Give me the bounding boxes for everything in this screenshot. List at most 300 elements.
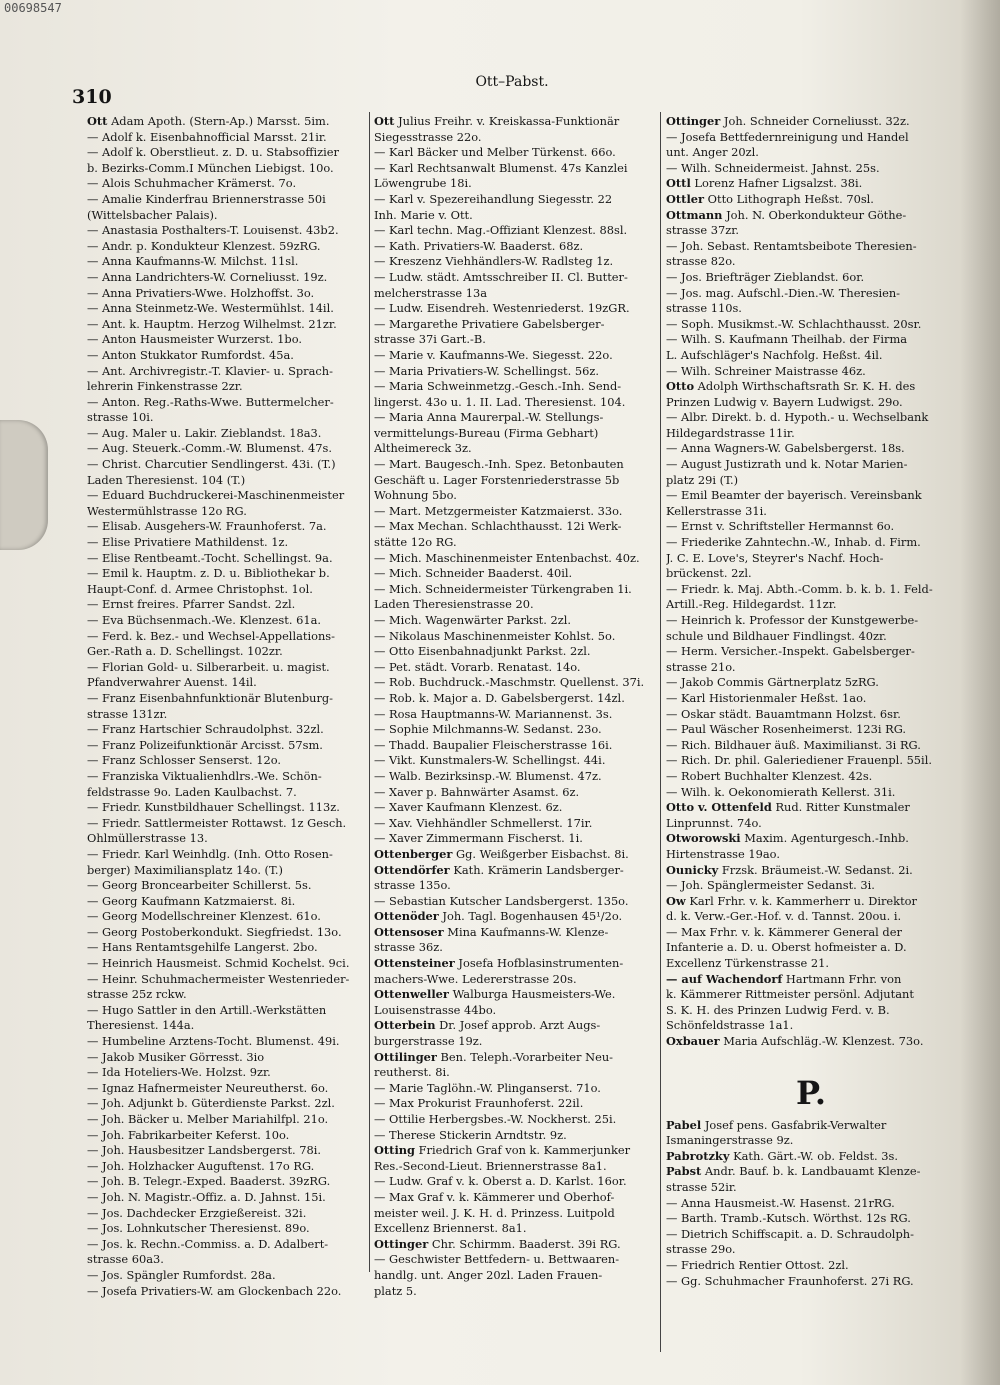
entry-surname: — — [374, 301, 386, 316]
directory-entry — [666, 239, 956, 255]
directory-entry — [87, 675, 365, 691]
entry-text: Adam Apoth. (Stern-Ap.) Marsst. 5im. — [111, 114, 330, 128]
directory-entry — [87, 223, 365, 239]
entry-surname: Ottenberger — [374, 846, 453, 861]
directory-entry — [374, 597, 657, 613]
entry-text: Mart. Metzgermeister Katzmaierst. 33o. — [389, 503, 623, 518]
entry-text: Joh. Adjunkt b. Güterdienste Parkst. 2zl. — [102, 1096, 335, 1111]
directory-entry — [666, 940, 956, 956]
entry-text: (Wittelsbacher Palais). — [87, 207, 218, 222]
directory-entry — [87, 831, 365, 847]
entry-text: Jakob Commis Gärtnerplatz 5zRG. — [681, 675, 879, 690]
directory-entry — [374, 1159, 657, 1175]
entry-text: Christ. Charcutier Sendlingerst. 43i. (T.) — [102, 457, 336, 472]
directory-entry — [374, 176, 657, 192]
entry-text: Friedr. Karl Weinhdlg. (Inh. Otto Rosen- — [102, 846, 333, 861]
directory-entry — [666, 1211, 956, 1227]
entry-text: Ohlmüllerstrasse 13. — [87, 831, 208, 846]
entry-surname: — — [87, 1189, 99, 1204]
entry-text: Rosa Hauptmanns-W. Mariannenst. 3s. — [389, 706, 613, 721]
entry-surname: — — [87, 316, 99, 331]
entry-text: Jos. Spängler Rumfordst. 28a. — [102, 1267, 276, 1282]
directory-entry — [87, 691, 365, 707]
entry-text: Georg Modellschreiner Klenzest. 61o. — [102, 909, 321, 924]
directory-entry — [666, 504, 956, 520]
entry-text: Friedrich Rentier Ottost. 2zl. — [681, 1257, 849, 1272]
entry-text: Josefa Bettfedernreinigung und Handel — [681, 129, 909, 144]
entry-text: Theresienst. 144a. — [87, 1018, 195, 1033]
entry-text: Karl Rechtsanwalt Blumenst. 47s Kanzlei — [389, 160, 628, 175]
entry-text: Marie Taglöhn.-W. Plinganserst. 71o. — [389, 1080, 601, 1095]
entry-surname: — — [374, 363, 386, 378]
entry-surname: — — [374, 722, 386, 737]
entry-surname: — — [666, 238, 678, 253]
entry-text: Joh. Spänglermeister Sedanst. 3i. — [681, 878, 875, 893]
directory-entry — [87, 1065, 365, 1081]
entry-text: Kath. Krämerin Landsberger- — [453, 862, 624, 877]
entry-text: melcherstrasse 13a — [374, 285, 488, 300]
entry-surname: — — [87, 940, 99, 955]
entry-surname: — — [87, 737, 99, 752]
entry-surname: — — [374, 768, 386, 783]
directory-entry — [87, 1174, 365, 1190]
directory-entry — [374, 348, 657, 364]
entry-surname: — — [87, 254, 99, 269]
directory-entry — [666, 286, 956, 302]
entry-surname: — — [87, 301, 99, 316]
directory-entry — [374, 473, 657, 489]
entry-surname: — — [666, 737, 678, 752]
entry-surname: — — [374, 831, 386, 846]
entry-text: Kath. Gärt.-W. ob. Feldst. 3s. — [733, 1148, 898, 1163]
directory-entry — [374, 785, 657, 801]
directory-entry — [87, 863, 365, 879]
entry-surname: — — [87, 1205, 99, 1220]
directory-entry — [666, 644, 956, 660]
directory-entry — [87, 208, 365, 224]
entry-text: strasse 37i Gart.-B. — [374, 332, 486, 347]
directory-entry — [666, 753, 956, 769]
directory-entry — [374, 1237, 657, 1253]
directory-entry — [666, 348, 956, 364]
entry-text: Inh. Marie v. Ott. — [374, 207, 473, 222]
entry-text: Maria Aufschläg.-W. Klenzest. 73o. — [723, 1034, 924, 1049]
directory-entry — [666, 1274, 956, 1290]
entry-surname: Otto v. Ottenfeld — [666, 800, 772, 815]
entry-text: strasse 21o. — [666, 659, 736, 674]
directory-entry — [374, 1268, 657, 1284]
entry-text: Anna Steinmetz-We. Westermühlst. 14il. — [102, 301, 334, 316]
directory-entry — [374, 582, 657, 598]
entry-surname: — — [374, 191, 386, 206]
directory-entry — [374, 379, 657, 395]
entry-surname: — — [374, 628, 386, 643]
entry-surname: — — [87, 924, 99, 939]
directory-entry — [374, 1190, 657, 1206]
entry-text: Mich. Maschinenmeister Entenbachst. 40z. — [389, 550, 640, 565]
entry-surname: Oxbauer — [666, 1034, 720, 1049]
entry-text: Excellenz Briennerst. 8a1. — [374, 1221, 527, 1236]
archive-stamp: 00698547 — [4, 1, 62, 15]
entry-text: k. Kämmerer Rittmeister persönl. Adjutant — [666, 987, 914, 1002]
directory-entry — [374, 1050, 657, 1066]
entry-surname: — — [87, 129, 99, 144]
entry-surname: — — [87, 722, 99, 737]
entry-text: Ottilie Herbergsbes.-W. Nockherst. 25i. — [389, 1112, 617, 1126]
entry-text: Linprunnst. 74o. — [666, 815, 762, 830]
directory-entry — [666, 909, 956, 925]
directory-entry — [87, 348, 365, 364]
directory-entry — [374, 410, 657, 426]
entry-surname: — — [374, 503, 386, 518]
entry-text: Xav. Viehhändler Schmellerst. 17ir. — [389, 815, 593, 830]
entry-surname: — — [87, 768, 99, 783]
entry-text: Altheimereck 3z. — [374, 441, 472, 456]
directory-entry — [374, 753, 657, 769]
entry-text: Ludw. Eisendreh. Westenriederst. 19zGR. — [389, 301, 630, 316]
directory-entry — [374, 441, 657, 457]
entry-text: Heinrich Hausmeist. Schmid Kochelst. 9ci. — [102, 956, 350, 971]
directory-entry — [374, 1096, 657, 1112]
entry-text: Hugo Sattler in den Artill.-Werkstätten — [102, 1002, 327, 1017]
entry-text: Ismaningerstrasse 9z. — [666, 1133, 794, 1148]
entry-text: Löwengrube 18i. — [374, 176, 472, 191]
directory-entry — [374, 332, 657, 348]
entry-text: burgerstrasse 19z. — [374, 1034, 483, 1049]
entry-surname: — — [374, 379, 386, 394]
directory-entry — [87, 192, 365, 208]
entry-text: Rich. Bildhauer äuß. Maximilianst. 3i RG. — [681, 737, 921, 752]
entry-text: Anna Hausmeist.-W. Hasenst. 21rRG. — [681, 1195, 895, 1210]
directory-entry — [666, 441, 956, 457]
entry-text: Adolf k. Eisenbahnofficial Marsst. 21ir. — [102, 129, 327, 144]
entry-text: Joh. Sebast. Rentamtsbeibote Theresien- — [681, 238, 917, 253]
entry-text: Maria Anna Maurerpal.-W. Stellungs- — [389, 410, 604, 425]
entry-text: Anna Privatiers-Wwe. Holzhoffst. 3o. — [102, 285, 315, 300]
directory-entry — [374, 878, 657, 894]
entry-text: Walburga Hausmeisters-We. — [452, 987, 616, 1002]
entry-text: Lorenz Hafner Ligsalzst. 38i. — [694, 176, 863, 191]
entry-text: Jakob Musiker Görresst. 3io — [102, 1049, 265, 1064]
entry-surname: — — [374, 1080, 386, 1095]
entry-text: Ida Hoteliers-We. Holzst. 9zr. — [102, 1065, 271, 1080]
entry-text: Rud. Ritter Kunstmaler — [775, 800, 910, 815]
entry-text: Paul Wäscher Rosenheimerst. 123i RG. — [681, 722, 907, 737]
entry-surname: Otto — [666, 379, 695, 394]
entry-surname: — — [666, 644, 678, 659]
entry-text: Dietrich Schiffscapit. a. D. Schraudolph- — [681, 1226, 914, 1241]
entry-text: Thadd. Baupalier Fleischerstrasse 16i. — [389, 737, 613, 752]
entry-text: Max Mechan. Schlachthausst. 12i Werk- — [389, 519, 622, 534]
entry-text: Prinzen Ludwig v. Bayern Ludwigst. 29o. — [666, 394, 903, 409]
entry-surname: Ottenöder — [374, 909, 439, 924]
directory-entry — [87, 847, 365, 863]
directory-entry — [87, 1284, 365, 1300]
entry-text: Eva Büchsenmach.-We. Klenzest. 61a. — [102, 613, 321, 627]
directory-entry — [666, 691, 956, 707]
entry-text: Pfandverwahrer Auenst. 14il. — [87, 675, 257, 690]
directory-entry — [374, 457, 657, 473]
entry-text: Excellenz Türkenstrasse 21. — [666, 956, 830, 971]
directory-entry — [666, 1003, 956, 1019]
entry-text: Humbeline Arztens-Tocht. Blumenst. 49i. — [102, 1034, 340, 1049]
directory-entry — [374, 956, 657, 972]
directory-entry — [666, 660, 956, 676]
directory-entry — [374, 847, 657, 863]
directory-entry — [374, 613, 657, 629]
directory-entry — [374, 691, 657, 707]
directory-entry — [374, 675, 657, 691]
directory-entry — [666, 364, 956, 380]
entry-text: Friedr. k. Maj. Abth.-Comm. b. k. b. 1. Feld- — [681, 581, 933, 596]
entry-surname: — — [87, 457, 99, 472]
entry-surname: — — [374, 753, 386, 768]
entry-text: Ben. Teleph.-Vorarbeiter Neu- — [440, 1049, 614, 1064]
entry-text: Wilh. Schreiner Maistrasse 46z. — [681, 363, 866, 378]
entry-surname: — — [374, 1096, 386, 1111]
directory-entry — [374, 863, 657, 879]
directory-entry — [374, 769, 657, 785]
directory-entry — [666, 769, 956, 785]
entry-surname: — — [87, 878, 99, 893]
entry-surname: — — [87, 1236, 99, 1251]
entry-text: Kath. Privatiers-W. Baaderst. 68z. — [389, 238, 584, 253]
entry-surname: — — [666, 1273, 678, 1288]
entry-text: Franz Schlosser Senserst. 12o. — [102, 753, 281, 768]
entry-text: Nikolaus Maschinenmeister Kohlst. 5o. — [389, 628, 616, 643]
section-letter: P. — [796, 1073, 826, 1112]
directory-entry — [666, 535, 956, 551]
entry-text: Kellerstrasse 31i. — [666, 503, 767, 518]
entry-surname: — — [666, 706, 678, 721]
entry-text: Joh. Hausbesitzer Landsbergerst. 78i. — [102, 1143, 322, 1158]
directory-entry — [666, 878, 956, 894]
directory-entry — [87, 769, 365, 785]
entry-surname: — — [374, 347, 386, 362]
entry-text: Xaver Kaufmann Klenzest. 6z. — [389, 800, 563, 815]
entry-text: Karl techn. Mag.-Offiziant Klenzest. 88sl. — [389, 223, 628, 238]
entry-text: Karl Bäcker und Melber Türkenst. 66o. — [389, 145, 616, 160]
entry-text: Herm. Versicher.-Inspekt. Gabelsberger- — [681, 644, 915, 659]
directory-entry — [374, 239, 657, 255]
directory-entry — [666, 1149, 956, 1165]
entry-text: Georg Postoberkondukt. Siegfriedst. 13o. — [102, 924, 342, 939]
directory-entry — [374, 1081, 657, 1097]
entry-surname: — — [374, 893, 386, 908]
directory-entry — [666, 894, 956, 910]
entry-text: lingerst. 43o u. 1. II. Lad. Theresienst. 104. — [374, 394, 626, 409]
entry-text: strasse 60a3. — [87, 1252, 164, 1267]
entry-surname: Ottenweller — [374, 987, 449, 1002]
entry-surname: — — [87, 1174, 99, 1189]
directory-entry — [666, 675, 956, 691]
directory-entry — [666, 551, 956, 567]
entry-text: Margarethe Privatiere Gabelsberger- — [389, 316, 605, 331]
directory-entry — [87, 1096, 365, 1112]
entry-text: strasse 82o. — [666, 254, 736, 269]
directory-entry — [87, 1003, 365, 1019]
directory-entry — [374, 660, 657, 676]
entry-surname: — — [87, 893, 99, 908]
directory-entry — [374, 1252, 657, 1268]
entry-text: Elise Privatiere Mathildenst. 1z. — [102, 535, 289, 550]
directory-entry — [374, 519, 657, 535]
entry-surname: — — [666, 690, 678, 705]
entry-text: Friedr. Kunstbildhauer Schellingst. 113z. — [102, 800, 340, 815]
entry-text: Xaver p. Bahnwärter Asamst. 6z. — [389, 784, 580, 799]
entry-text: Aug. Steuerk.-Comm.-W. Blumenst. 47s. — [102, 441, 332, 456]
directory-entry — [374, 1284, 657, 1300]
entry-text: Laden Theresienstrasse 20. — [374, 597, 534, 612]
directory-entry — [87, 504, 365, 520]
entry-text: Franz Eisenbahnfunktionär Blutenburg- — [102, 690, 334, 705]
entry-text: Anton. Reg.-Raths-Wwe. Buttermelcher- — [102, 394, 334, 409]
entry-text: Xaver Zimmermann Fischerst. 1i. — [389, 831, 583, 846]
entry-text: Josefa Privatiers-W. am Glockenbach 22o. — [102, 1283, 342, 1298]
entry-surname: — — [87, 690, 99, 705]
entry-text: Jos. Lohnkutscher Theresienst. 89o. — [102, 1221, 310, 1236]
entry-text: Anna Kaufmanns-W. Milchst. 11sl. — [102, 254, 299, 269]
entry-text: Wilh. Schneidermeist. Jahnst. 25s. — [681, 160, 880, 175]
entry-text: Ernst v. Schriftsteller Hermannst 6o. — [681, 519, 895, 534]
directory-entry — [374, 831, 657, 847]
entry-text: Sophie Milchmanns-W. Sedanst. 23o. — [389, 722, 602, 737]
directory-entry — [87, 1143, 365, 1159]
entry-surname: — — [666, 581, 678, 596]
entry-text: Karl Frhr. v. k. Kammerherr u. Direktor — [689, 893, 917, 908]
directory-entry — [87, 1112, 365, 1128]
entry-surname: — — [666, 1211, 678, 1226]
directory-entry — [374, 925, 657, 941]
entry-text: Friedrich Graf von k. Kammerjunker — [418, 1143, 631, 1158]
directory-entry — [666, 613, 956, 629]
entry-surname: — — [666, 488, 678, 503]
directory-entry — [87, 441, 365, 457]
entry-surname: — — [666, 129, 678, 144]
directory-entry — [666, 1227, 956, 1243]
directory-entry — [374, 161, 657, 177]
directory-entry — [666, 816, 956, 832]
entry-surname: — — [87, 1080, 99, 1095]
entry-surname: — — [87, 488, 99, 503]
entry-surname: Ottinger — [666, 114, 721, 128]
entry-text: Georg Kaufmann Katzmaierst. 8i. — [102, 893, 296, 908]
entry-text: Joh. Bäcker u. Melber Mariahilfpl. 21o. — [102, 1112, 329, 1126]
entry-surname: — — [87, 566, 99, 581]
directory-entry — [374, 800, 657, 816]
entry-surname: — — [374, 690, 386, 705]
directory-entry — [374, 1034, 657, 1050]
entry-surname: — — [374, 160, 386, 175]
entry-text: Max Prokurist Fraunhoferst. 22il. — [389, 1096, 584, 1111]
entry-text: Oskar städt. Bauamtmann Holzst. 6sr. — [681, 706, 901, 721]
entry-surname: — — [87, 1143, 99, 1158]
entry-surname: — — [666, 332, 678, 347]
directory-entry — [666, 722, 956, 738]
directory-entry — [666, 629, 956, 645]
directory-entry — [666, 1034, 956, 1050]
directory-entry — [87, 878, 365, 894]
directory-entry — [87, 1050, 365, 1066]
directory-entry — [374, 738, 657, 754]
entry-surname: — — [666, 924, 678, 939]
entry-text: Josefa Hofblasinstrumenten- — [458, 956, 624, 971]
entry-surname: — — [374, 457, 386, 472]
directory-entry — [87, 239, 365, 255]
running-head: Ott–Pabst. — [475, 74, 549, 90]
entry-text: stätte 12o RG. — [374, 535, 457, 550]
directory-entry — [87, 519, 365, 535]
entry-surname: — — [87, 535, 99, 550]
entry-text: Jos. Dachdecker Erzgießereist. 32i. — [102, 1205, 307, 1220]
directory-entry — [87, 286, 365, 302]
entry-text: Emil k. Hauptm. z. D. u. Bibliothekar b. — [102, 566, 330, 581]
entry-surname: — — [374, 800, 386, 815]
directory-entry — [374, 208, 657, 224]
directory-entry — [666, 473, 956, 489]
directory-entry — [666, 192, 956, 208]
directory-entry — [666, 1164, 956, 1180]
directory-entry — [374, 270, 657, 286]
directory-entry — [87, 738, 365, 754]
entry-surname: — — [374, 254, 386, 269]
entry-text: S. K. H. des Prinzen Ludwig Ferd. v. B. — [666, 1002, 890, 1017]
entry-surname: — — [374, 566, 386, 581]
directory-entry — [374, 1206, 657, 1222]
entry-surname: — — [666, 269, 678, 284]
entry-surname: Ottensoser — [374, 924, 444, 939]
entry-text: Marie v. Kaufmanns-We. Siegesst. 22o. — [389, 347, 613, 362]
entry-text: Joh. N. Magistr.-Offiz. a. D. Jahnst. 15i. — [102, 1189, 326, 1204]
entry-text: Gg. Schuhmacher Fraunhoferst. 27i RG. — [681, 1273, 914, 1288]
directory-entry — [374, 1221, 657, 1237]
directory-entry — [374, 130, 657, 146]
entry-text: Joh. B. Telegr.-Exped. Baaderst. 39zRG. — [102, 1174, 331, 1189]
column-2 — [374, 114, 657, 1299]
entry-surname: — — [666, 316, 678, 331]
entry-text: Schönfeldstrasse 1a1. — [666, 1018, 794, 1033]
directory-entry — [666, 1180, 956, 1196]
directory-entry — [666, 426, 956, 442]
entry-text: Laden Theresienst. 104 (T.) — [87, 472, 246, 487]
entry-text: Westermühlstrasse 12o RG. — [87, 503, 247, 518]
entry-text: handlg. unt. Anger 20zl. Laden Frauen- — [374, 1267, 603, 1282]
directory-entry — [87, 1268, 365, 1284]
entry-text: Ernst freires. Pfarrer Sandst. 2zl. — [102, 597, 296, 612]
entry-surname: — — [666, 285, 678, 300]
directory-entry — [374, 644, 657, 660]
entry-text: platz 5. — [374, 1283, 417, 1298]
entry-surname: Pabrotzky — [666, 1148, 730, 1163]
entry-surname: — — [87, 176, 99, 191]
directory-entry — [87, 114, 365, 130]
entry-text: feldstrasse 9o. Laden Kaulbachst. 7. — [87, 784, 297, 799]
entry-surname: Ottinger — [374, 1236, 429, 1251]
entry-text: Ger.-Rath a. D. Schellingst. 102zr. — [87, 644, 283, 659]
entry-surname: — — [87, 332, 99, 347]
entry-surname: — — [87, 1096, 99, 1111]
entry-surname: Ott — [374, 114, 395, 128]
directory-entry — [666, 270, 956, 286]
entry-surname: — — [87, 1002, 99, 1017]
entry-text: Sebastian Kutscher Landsbergerst. 135o. — [389, 893, 629, 908]
entry-surname: — — [87, 269, 99, 284]
entry-text: strasse 10i. — [87, 410, 154, 425]
directory-entry — [666, 738, 956, 754]
entry-surname: Otting — [374, 1143, 416, 1158]
entry-text: Friederike Zahntechn.-W., Inhab. d. Firm. — [681, 535, 921, 550]
entry-surname: — — [87, 753, 99, 768]
